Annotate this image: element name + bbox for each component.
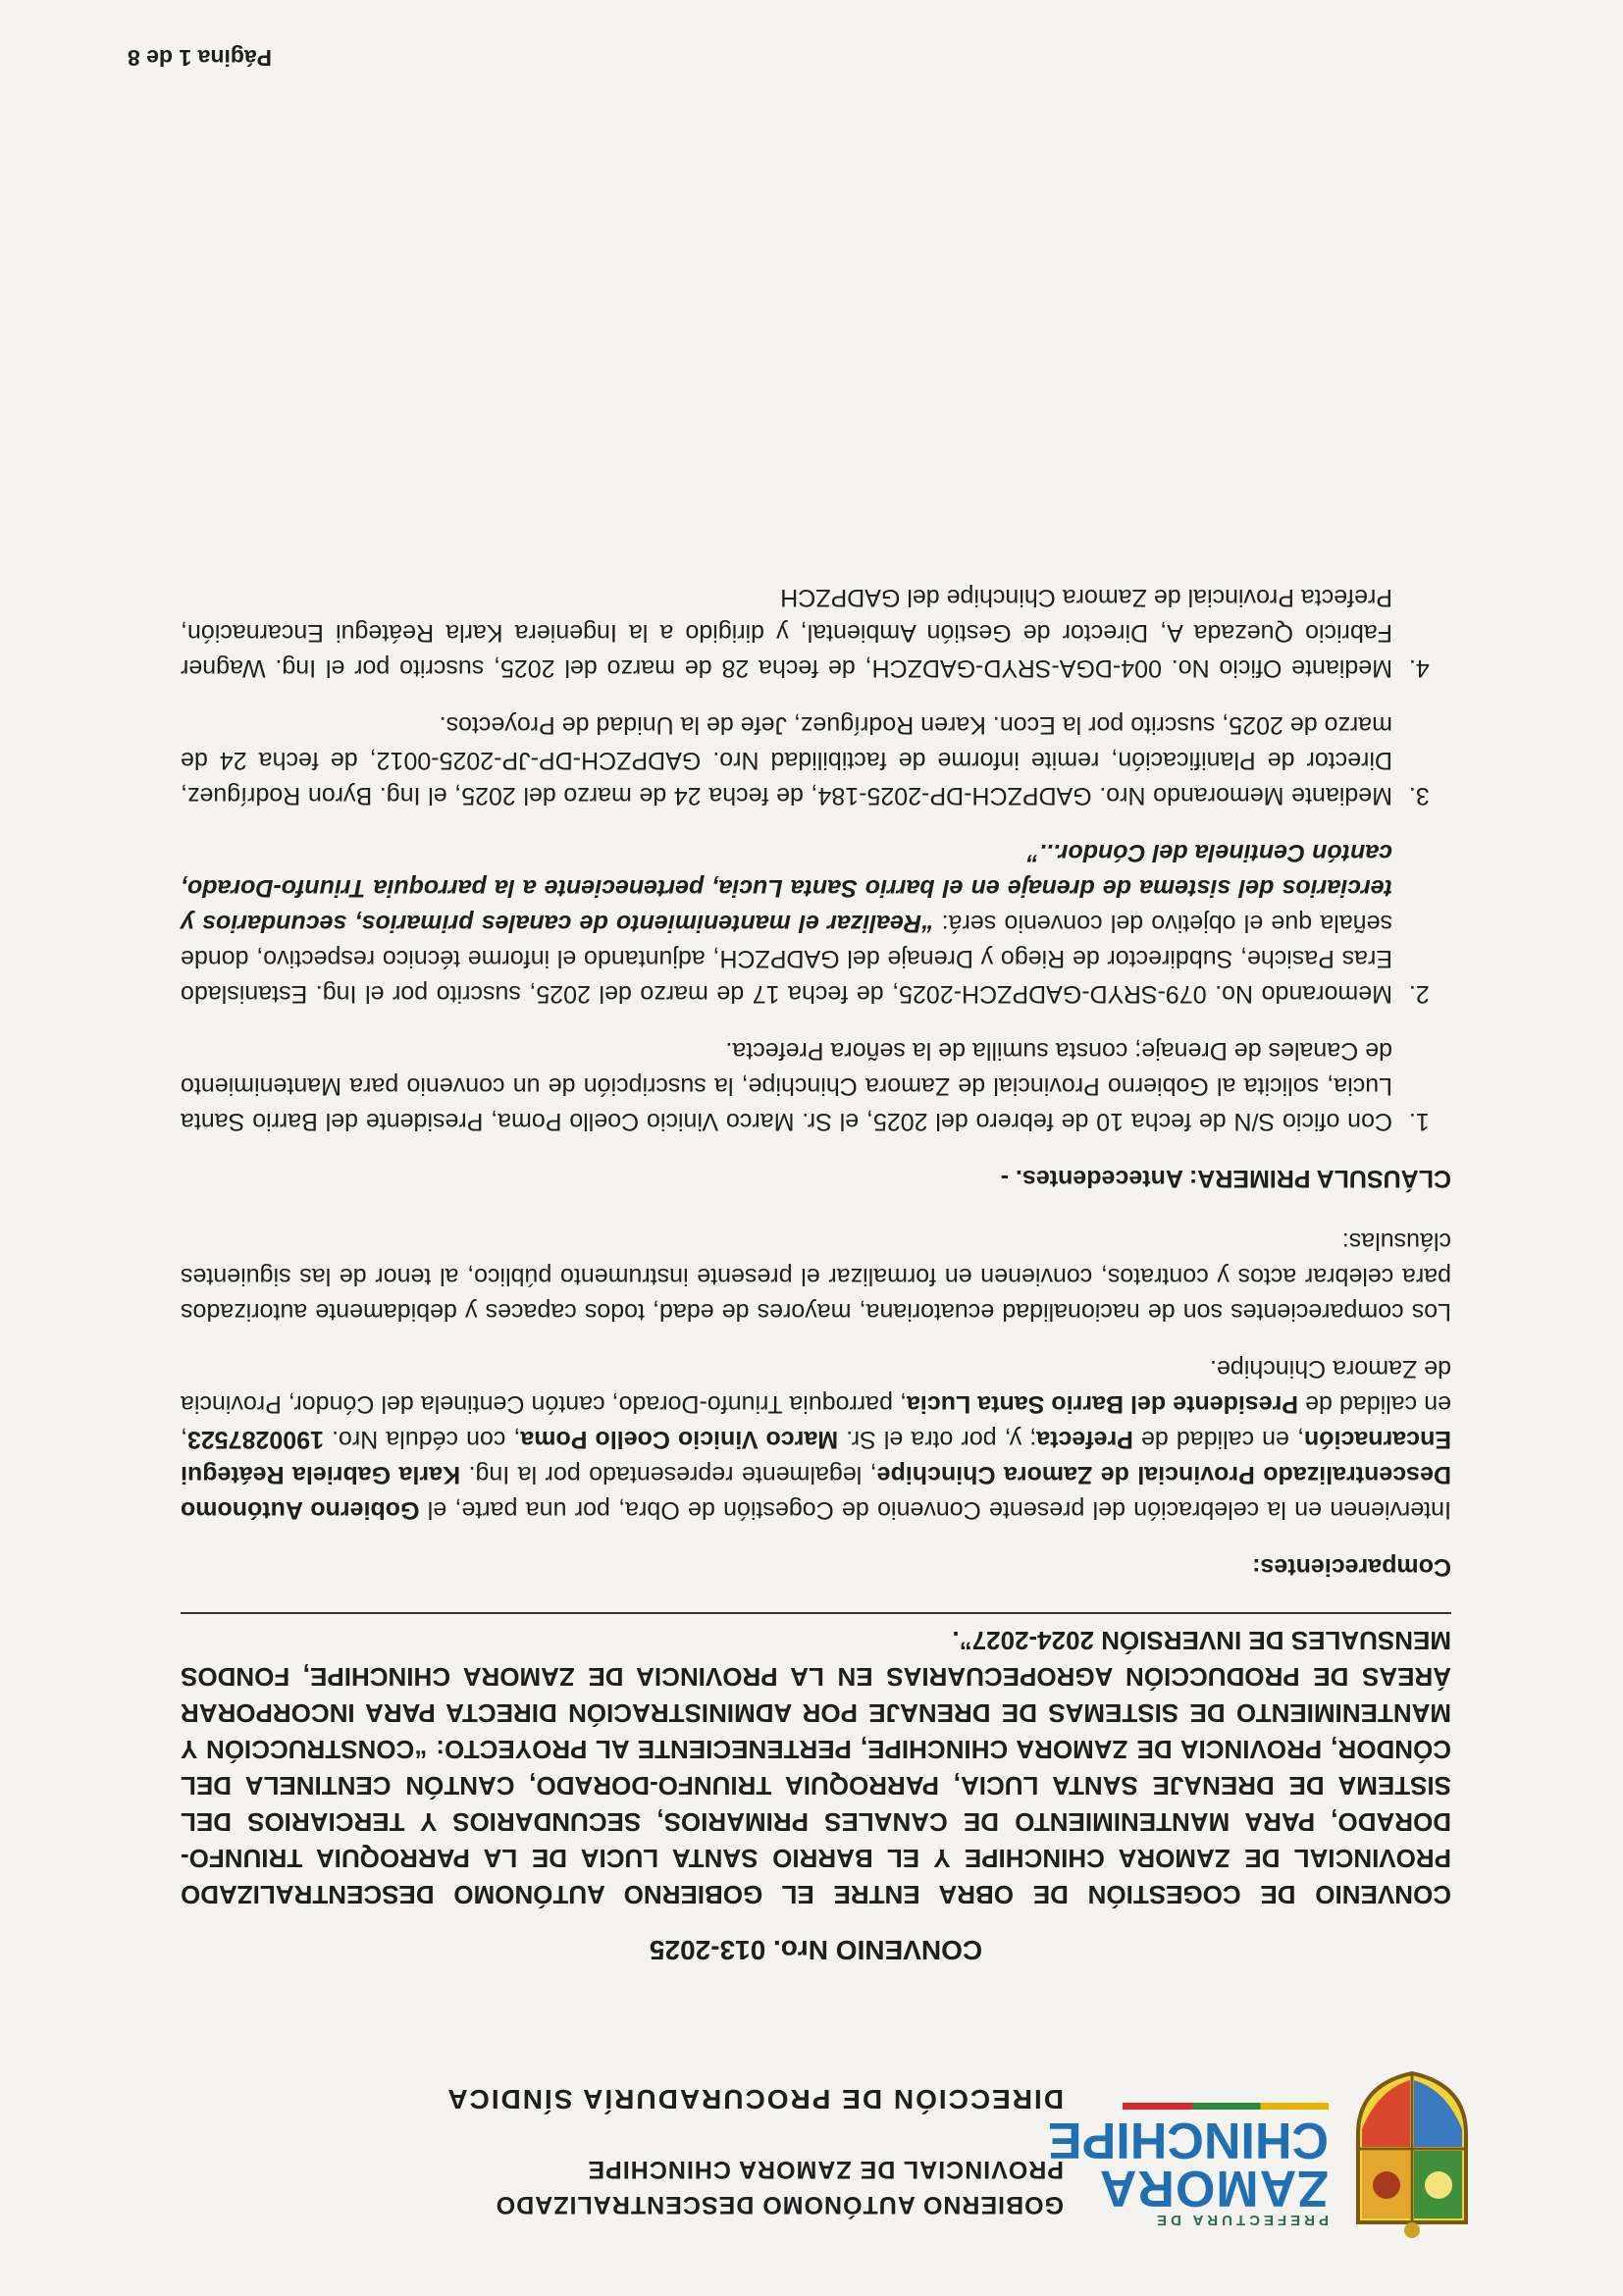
brand-prefix: PREFECTURA DE bbox=[1153, 2212, 1329, 2228]
brand-block bbox=[1047, 2103, 1329, 2228]
comparecientes-heading: Comparecientes: bbox=[1252, 1553, 1451, 1581]
org-line-2: PROVINCIAL DE ZAMORA CHINCHIPE bbox=[587, 2156, 1064, 2183]
letterhead bbox=[141, 2041, 1476, 2242]
convenio-objective-quote: “Realizar el mantenimiento de canales primarios, secundarios y terciarios del sistema de drenaje en el barrio Santa Lucia, perteneciente a la parroquia Triunfo-Dorado, cantón Centinela del Cóndor...” bbox=[181, 839, 1392, 937]
antecedente-item-3: 3. Mediante Memorando Nro. GADPZCH-DP-2025-184, de fecha 24 de marzo del 2025, el Ing. Byron Rodríguez, Director de Planificación, remite informe de factibilidad Nro. GADPZCH-DP-JP-2025-0012, de fecha 24 de marzo de 2025, suscrito por la Econ. Karen Rodríguez, Jefe de la Unidad de Proyectos. bbox=[181, 707, 1402, 813]
text-run: , en calidad de bbox=[180, 1390, 1451, 1453]
text-run: ; y, por otra el Sr. bbox=[838, 1426, 1037, 1453]
text-run: , legalmente representado por la Ing. bbox=[460, 1461, 877, 1488]
text-run: , en calidad de bbox=[1132, 1426, 1304, 1453]
organization-heading bbox=[259, 2081, 1064, 2222]
provincial-crest-logo bbox=[1348, 2070, 1476, 2242]
prefect-name: Karla Gabriela Reátegui Encarnación bbox=[180, 1426, 1451, 1488]
org-line-1: GOBIERNO AUTÓNOMO DESCENTRALIZADO bbox=[495, 2191, 1064, 2218]
brand-color-bar bbox=[1123, 2103, 1329, 2110]
prefect-role: Prefecta bbox=[1036, 1426, 1133, 1453]
antecedente-item-4: 4. Mediante Oficio No. 004-DGA-SRYD-GADZCH, de fecha 28 de marzo del 2025, suscrito por el Ing. Wagner Fabricio Quezada A, Director de Gestión Ambiental, y dirigido a la Ingeniera Karla Reátegui Encarnación, Prefecta Provincial de Zamora Chinchipe del GADPZCH bbox=[181, 580, 1402, 686]
text-run: Memorando No. 079-SRYD-GADPZCH-2025, de fecha 17 de marzo del 2025, suscrito por el Ing. Estanislado Eras Pasiche, Subdirector de Riego y Drenaje del GADPZCH, adjuntando el informe técnico respectivo, donde señala que el objetivo del convenio será: bbox=[181, 910, 1392, 1008]
antecedente-item-2 bbox=[181, 835, 1402, 1012]
text-run: Intervienen en la celebración del presente Convenio de Cogestión de Obra, por una parte, el bbox=[419, 1496, 1451, 1524]
president-role: Presidente del Barrio Santa Lucia bbox=[906, 1390, 1299, 1418]
brand-name-line2: CHINCHIPE bbox=[1047, 2112, 1329, 2168]
comparecientes-capacity-paragraph: Los comparecientes son de nacionalidad ecuatoriana, mayores de edad, todos capaces y debidamente autorizados para celebrar actos y contratos, convienen en formalizar el presente instrumento público, al tenor de las siguientes cláusulas: bbox=[181, 1227, 1451, 1326]
department-name: DIRECCIÓN DE PROCURADURÍA SÍNDICA bbox=[445, 2084, 1064, 2114]
document-body bbox=[181, 558, 1451, 1967]
antecedentes-list bbox=[181, 580, 1451, 1139]
antecedente-item-1: 1. Con oficio S/N de fecha 10 de febrero del 2025, el Sr. Marco Vinicio Coello Poma, Presidente del Barrio Santa Lucia, solicita al Gobierno Provincial de Zamora Chinchipe, la suscripción de un convenio para Mantenimiento de Canales de Drenaje; consta sumilla de la señora Prefecta. bbox=[181, 1033, 1402, 1139]
comparecientes-paragraph bbox=[181, 1351, 1451, 1528]
clausula-primera-heading: CLÁUSULA PRIMERA: Antecedentes. - bbox=[1000, 1165, 1451, 1192]
text-run: , con cédula Nro. bbox=[323, 1426, 521, 1453]
cedula-number: 1900287523 bbox=[186, 1426, 324, 1453]
president-name: Marco Vinicio Coello Poma bbox=[520, 1426, 839, 1453]
brand-name-line1: ZAMORA bbox=[1098, 2160, 1329, 2217]
party-gad-name: Gobierno Autónomo Descentralizado Provincial de Zamora Chinchipe bbox=[181, 1461, 1451, 1524]
convenio-number: CONVENIO Nro. 013-2025 bbox=[649, 1935, 983, 1965]
text-run: , parroquia Triunfo-Dorado, cantón Centinela del Cóndor, Provincia de Zamora Chinchipe. bbox=[181, 1355, 1451, 1418]
convenio-title: CONVENIO DE COGESTIÓN DE OBRA ENTRE EL GOBIERNO AUTÓNOMO DESCENTRALIZADO PROVINCIAL DE ZAMORA CHINCHIPE Y EL BARRIO SANTA LUCIA DE LA PARROQUIA TRIUNFO-DORADO, PARA MANTENIMIENTO DE CANALES PRIMARIOS, SECUNDARIOS Y TERCIARIOS DEL SISTEMA DE DRENAJE SANTA LUCIA, PARROQUIA TRIUNFO-DORADO, CANTÓN CENTINELA DEL CÓNDOR, PROVINCIA DE ZAMORA CHINCHIPE, PERTENECIENTE AL PROYECTO: “CONSTRUCCIÓN Y MANTENIMIENTO DE SISTEMAS DE DRENAJE POR ADMINISTRACIÓN DIRECTA PARA INCORPORAR ÁREAS DE PRODUCCIÓN AGROPECUARIAS EN LA PROVINCIA DE ZAMORA CHINCHIPE, FONDOS MENSUALES DE INVERSIÓN 2024-2027”. bbox=[181, 1612, 1451, 1912]
page-number: Página 1 de 8 bbox=[128, 45, 273, 71]
